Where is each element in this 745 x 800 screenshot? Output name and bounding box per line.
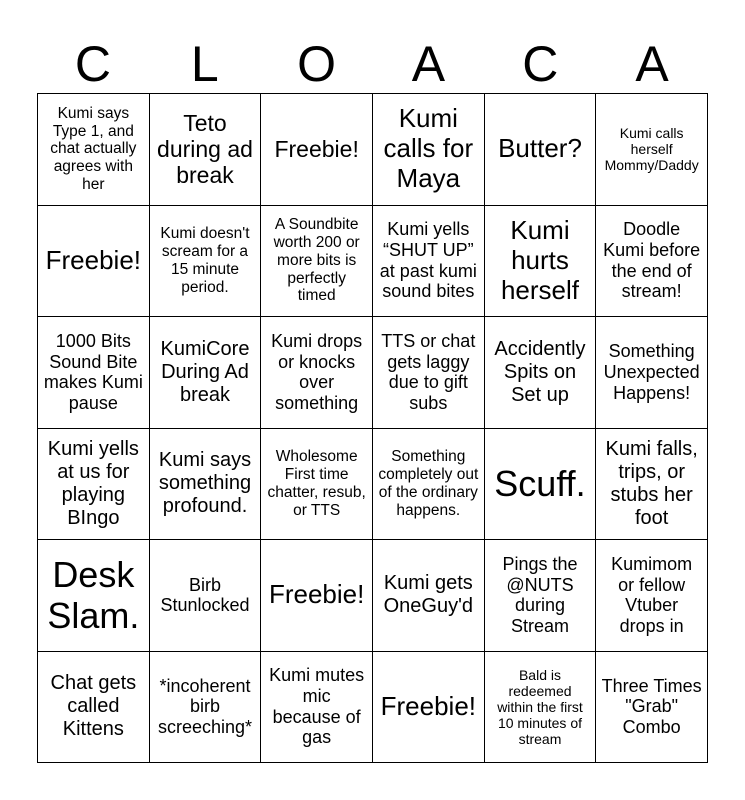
- header-letter-l: L: [190, 36, 219, 92]
- bingo-cell[interactable]: Teto during ad break: [150, 94, 262, 206]
- bingo-cell[interactable]: Kumi calls for Maya: [373, 94, 485, 206]
- bingo-cell[interactable]: Kumi calls herself Mommy/Daddy: [596, 94, 708, 206]
- bingo-cell[interactable]: Freebie!: [38, 206, 150, 318]
- header-letter-o: O: [297, 36, 337, 92]
- bingo-cell[interactable]: Doodle Kumi before the end of stream!: [596, 206, 708, 318]
- bingo-cell[interactable]: Three Times "Grab" Combo: [596, 652, 708, 764]
- bingo-cell[interactable]: Kumi says something profound.: [150, 429, 262, 541]
- bingo-cell[interactable]: Something Unexpected Happens!: [596, 317, 708, 429]
- bingo-cell[interactable]: Kumi gets OneGuy'd: [373, 540, 485, 652]
- bingo-header: [37, 34, 708, 94]
- bingo-cell[interactable]: Something completely out of the ordinary happens.: [373, 429, 485, 541]
- bingo-cell[interactable]: A Soundbite worth 200 or more bits is perfectly timed: [261, 206, 373, 318]
- bingo-cell[interactable]: Kumi says Type 1, and chat actually agrees with her: [38, 94, 150, 206]
- bingo-cell[interactable]: Kumi hurts herself: [485, 206, 597, 318]
- bingo-cell[interactable]: Desk Slam.: [38, 540, 150, 652]
- bingo-cell[interactable]: Scuff.: [485, 429, 597, 541]
- bingo-cell[interactable]: Kumi doesn't scream for a 15 minute period.: [150, 206, 262, 318]
- bingo-cell[interactable]: Freebie!: [261, 540, 373, 652]
- bingo-cell[interactable]: Accidently Spits on Set up: [485, 317, 597, 429]
- bingo-cell[interactable]: KumiCore During Ad break: [150, 317, 262, 429]
- bingo-cell[interactable]: TTS or chat gets laggy due to gift subs: [373, 317, 485, 429]
- bingo-cell[interactable]: Freebie!: [261, 94, 373, 206]
- header-letter-c2: C: [522, 36, 559, 92]
- header-letter-a1: A: [411, 36, 446, 92]
- bingo-cell[interactable]: Wholesome First time chatter, resub, or TTS: [261, 429, 373, 541]
- bingo-cell[interactable]: Kumi mutes mic because of gas: [261, 652, 373, 764]
- header-letter-c1: C: [74, 36, 111, 92]
- bingo-cell[interactable]: Birb Stunlocked: [150, 540, 262, 652]
- bingo-cell[interactable]: 1000 Bits Sound Bite makes Kumi pause: [38, 317, 150, 429]
- bingo-cell[interactable]: Kumi yells “SHUT UP” at past kumi sound bites: [373, 206, 485, 318]
- header-letter-a2: A: [635, 36, 669, 92]
- bingo-cell[interactable]: Butter?: [485, 94, 597, 206]
- bingo-cell[interactable]: Kumimom or fellow Vtuber drops in: [596, 540, 708, 652]
- bingo-cell[interactable]: Kumi drops or knocks over something: [261, 317, 373, 429]
- bingo-cell[interactable]: *incoherent birb screeching*: [150, 652, 262, 764]
- bingo-cell[interactable]: Kumi falls, trips, or stubs her foot: [596, 429, 708, 541]
- bingo-cell[interactable]: Freebie!: [373, 652, 485, 764]
- bingo-cell[interactable]: Pings the @NUTS during Stream: [485, 540, 597, 652]
- bingo-cell[interactable]: Bald is redeemed within the first 10 minutes of stream: [485, 652, 597, 764]
- bingo-cell[interactable]: Chat gets called Kittens: [38, 652, 150, 764]
- bingo-cell[interactable]: Kumi yells at us for playing BIngo: [38, 429, 150, 541]
- bingo-board: [37, 93, 708, 763]
